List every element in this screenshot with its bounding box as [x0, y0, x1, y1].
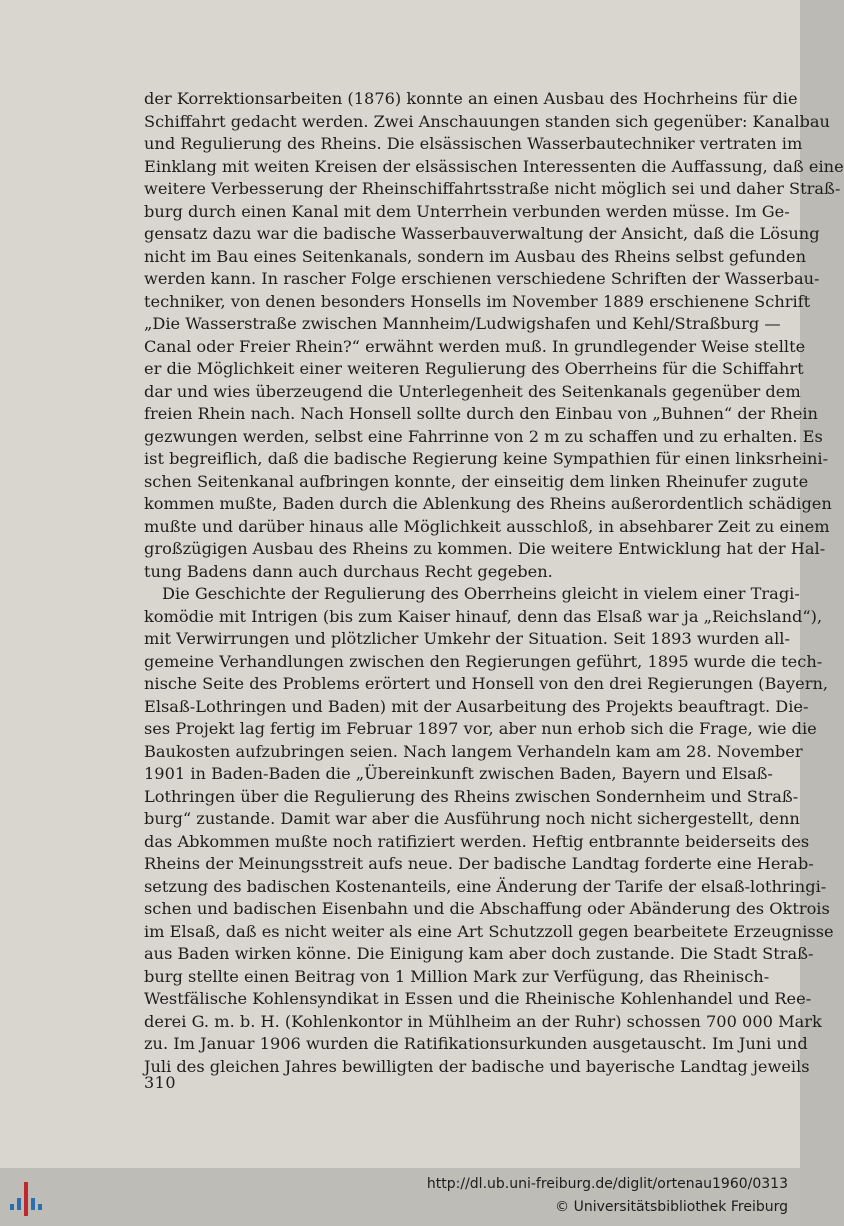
text-line: burg stellte einen Beitrag von 1 Million Mark zur Verfügung, das Rheinisch-	[144, 966, 770, 986]
text-line: ist begreiflich, daß die badische Regierung keine Sympathien für einen linksrheini-	[144, 449, 829, 468]
text-line: 1901 in Baden-Baden die „Übereinkunft zwischen Baden, Bayern und Elsaß-	[144, 764, 773, 783]
text-line: schen und badischen Eisenbahn und die Abschaffung oder Abänderung des Oktrois	[144, 899, 830, 918]
text-line: „Die Wasserstraße zwischen Mannheim/Ludwigshafen und Kehl/Straßburg —	[144, 314, 781, 333]
text-line: das Abkommen mußte noch ratifiziert werden. Heftig entbrannte beiderseits des	[144, 831, 810, 851]
text-line: Rheins der Meinungsstreit aufs neue. Der badische Landtag forderte eine Herab-	[144, 854, 814, 873]
page-number: 310	[144, 1073, 177, 1092]
text-line: schen Seitenkanal aufbringen konnte, der einseitig dem linken Rheinufer zugute	[144, 471, 809, 491]
text-line: derei G. m. b. H. (Kohlenkontor in Mühlheim an der Ruhr) schossen 700 000 Mark	[144, 1011, 822, 1031]
text-line: dar und wies überzeugend die Unterlegenheit des Seitenkanals gegenüber dem	[144, 381, 801, 401]
text-line: kommen mußte, Baden durch die Ablenkung des Rheins außerordentlich schädigen	[144, 494, 832, 513]
permalink-url[interactable]: http://dl.ub.uni-freiburg.de/diglit/ortenau1960/0313	[426, 1176, 788, 1192]
text-line: zu. Im Januar 1906 wurden die Ratifikationsurkunden ausgetauscht. Im Juni und	[144, 1034, 808, 1053]
text-line: gezwungen werden, selbst eine Fahrrinne von 2 m zu schaffen und zu erhalten. Es	[144, 426, 823, 446]
text-line: burg durch einen Kanal mit dem Unterrhein verbunden werden müsse. Im Ge-	[144, 201, 790, 221]
text-line: nische Seite des Problems erörtert und Honsell von den drei Regierungen (Bayern,	[144, 674, 829, 693]
text-line: Schiffahrt gedacht werden. Zwei Anschauungen standen sich gegenüber: Kanalbau	[144, 111, 830, 131]
text-line: er die Möglichkeit einer weiteren Regulierung des Oberrheins für die Schiffahrt	[144, 359, 804, 378]
text-line: der Korrektionsarbeiten (1876) konnte an einen Ausbau des Hochrheins für die	[144, 89, 798, 108]
ub-freiburg-logo-icon	[10, 1178, 50, 1218]
text-line: aus Baden wirken könne. Die Einigung kam aber doch zustande. Die Stadt Straß-	[144, 944, 814, 963]
text-line: Elsaß-Lothringen und Baden) mit der Ausarbeitung des Projekts beauftragt. Die-	[144, 696, 809, 716]
text-line: tung Badens dann auch durchaus Recht gegeben.	[144, 561, 553, 581]
text-line: Baukosten aufzubringen seien. Nach langem Verhandeln kam am 28. November	[144, 741, 803, 761]
text-line: weitere Verbesserung der Rheinschiffahrtsstraße nicht möglich sei und daher Straß-	[144, 179, 841, 198]
text-line: burg“ zustande. Damit war aber die Ausführung noch nicht sichergestellt, denn	[144, 809, 800, 828]
text-line: und Regulierung des Rheins. Die elsässischen Wasserbautechniker vertraten im	[144, 134, 803, 153]
text-line: ses Projekt lag fertig im Februar 1897 vor, aber nun erhob sich die Frage, wie die	[144, 719, 817, 738]
text-line: Die Geschichte der Regulierung des Oberrheins gleicht in vielem einer Tragi-	[162, 584, 800, 603]
text-line: Juli des gleichen Jahres bewilligten der badische und bayerische Landtag jeweils	[144, 1056, 810, 1076]
copyright-notice: © Universitätsbibliothek Freiburg	[555, 1199, 788, 1215]
text-line: Lothringen über die Regulierung des Rheins zwischen Sondernheim und Straß-	[144, 786, 799, 806]
text-line: techniker, von denen besonders Honsells im November 1889 erschienene Schrift	[144, 291, 811, 311]
body-text	[144, 88, 844, 1078]
text-line: Einklang mit weiten Kreisen der elsässischen Interessenten die Auffassung, daß eine	[144, 156, 844, 176]
text-line: freien Rhein nach. Nach Honsell sollte durch den Einbau von „Buhnen“ der Rhein	[144, 404, 818, 423]
text-line: werden kann. In rascher Folge erschienen verschiedene Schriften der Wasserbau-	[144, 269, 820, 288]
text-line: mit Verwirrungen und plötzlicher Umkehr der Situation. Seit 1893 wurden all-	[144, 629, 790, 648]
text-line: großzügigen Ausbau des Rheins zu kommen. Die weitere Entwicklung hat der Hal-	[144, 539, 826, 558]
viewer-footer	[0, 1168, 800, 1226]
text-line: setzung des badischen Kostenanteils, eine Änderung der Tarife der elsaß-lothringi-	[144, 876, 827, 896]
text-line: im Elsaß, daß es nicht weiter als eine Art Schutzzoll gegen bearbeitete Erzeugnisse	[144, 921, 834, 941]
text-line: Canal oder Freier Rhein?“ erwähnt werden muß. In grundlegender Weise stellte	[144, 336, 806, 356]
text-line: gemeine Verhandlungen zwischen den Regierungen geführt, 1895 wurde die tech-	[144, 651, 823, 671]
text-line: gensatz dazu war die badische Wasserbauverwaltung der Ansicht, daß die Lösung	[144, 224, 820, 243]
text-line: nicht im Bau eines Seitenkanals, sondern im Ausbau des Rheins selbst gefunden	[144, 246, 807, 266]
text-line: komödie mit Intrigen (bis zum Kaiser hinauf, denn das Elsaß war ja „Reichsland“),	[144, 606, 823, 626]
text-line: Westfälische Kohlensyndikat in Essen und die Rheinische Kohlenhandel und Ree-	[144, 989, 812, 1008]
text-line: mußte und darüber hinaus alle Möglichkeit ausschloß, in absehbarer Zeit zu einem	[144, 516, 830, 536]
